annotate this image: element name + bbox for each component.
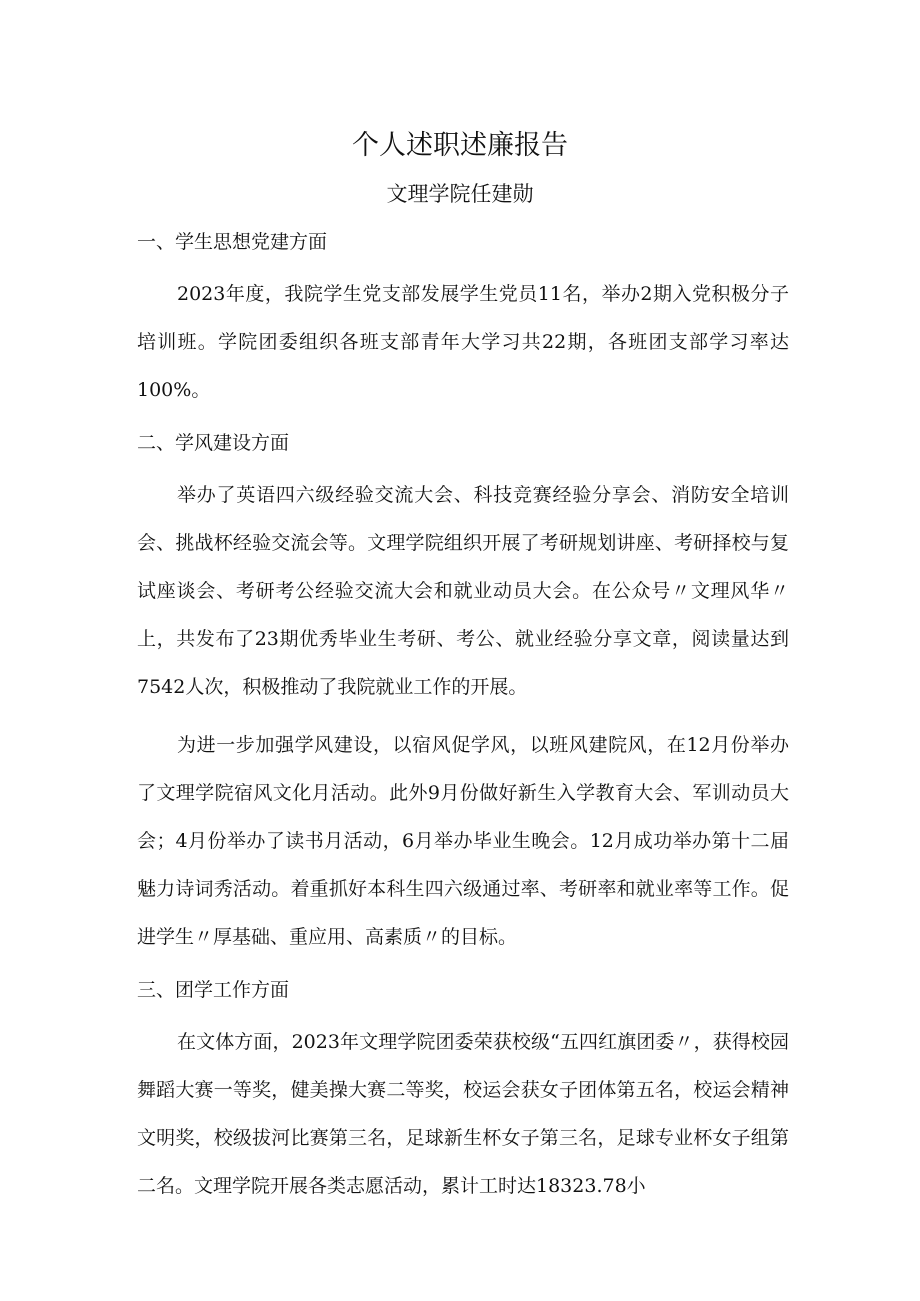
paragraph: 举办了英语四六级经验交流大会、科技竞赛经验分享会、消防安全培训会、挑战杯经验交流会等。文理学院组织开展了考研规划讲座、考研择校与复试座谈会、考研考公经验交流大会和就业动员大会。在公众号〃文理风华〃上，共发布了23期优秀毕业生考研、考公、就业经验分享文章，阅读量达到7542人次，积极推动了我院就业工作的开展。 (137, 484, 789, 698)
section-heading: 二、学风建设方面 (137, 432, 290, 454)
section-heading: 一、学生思想党建方面 (137, 231, 328, 253)
paragraph: 2023年度，我院学生党支部发展学生党员11名，举办2期入党积极分子培训班。学院团委组织各班支部青年大学习共22期，各班团支部学习率达100%。 (137, 283, 789, 401)
paragraph: 在文体方面，2023年文理学院团委荣获校级“五四红旗团委〃，获得校园舞蹈大赛一等奖，健美操大赛二等奖，校运会获女子团体第五名，校运会精神文明奖，校级拔河比赛第三名，足球新生杯女子第三名，足球专业杯女子组第二名。文理学院开展各类志愿活动，累计工时达18323.78小 (137, 1031, 789, 1197)
document-title: 个人述职述廉报告 (352, 130, 568, 161)
paragraph: 为进一步加强学风建设，以宿风促学风，以班风建院风，在12月份举办了文理学院宿风文化月活动。此外9月份做好新生入学教育大会、军训动员大会；4月份举办了读书月活动，6月举办毕业生晚会。12月成功举办第十二届魅力诗词秀活动。着重抓好本科生四六级通过率、考研率和就业率等工作。促进学生〃厚基础、重应用、高素质〃的目标。 (137, 734, 789, 948)
document-body (137, 225, 789, 1210)
section-heading: 三、团学工作方面 (137, 979, 290, 1001)
document-author: 文理学院任建勋 (386, 182, 534, 206)
